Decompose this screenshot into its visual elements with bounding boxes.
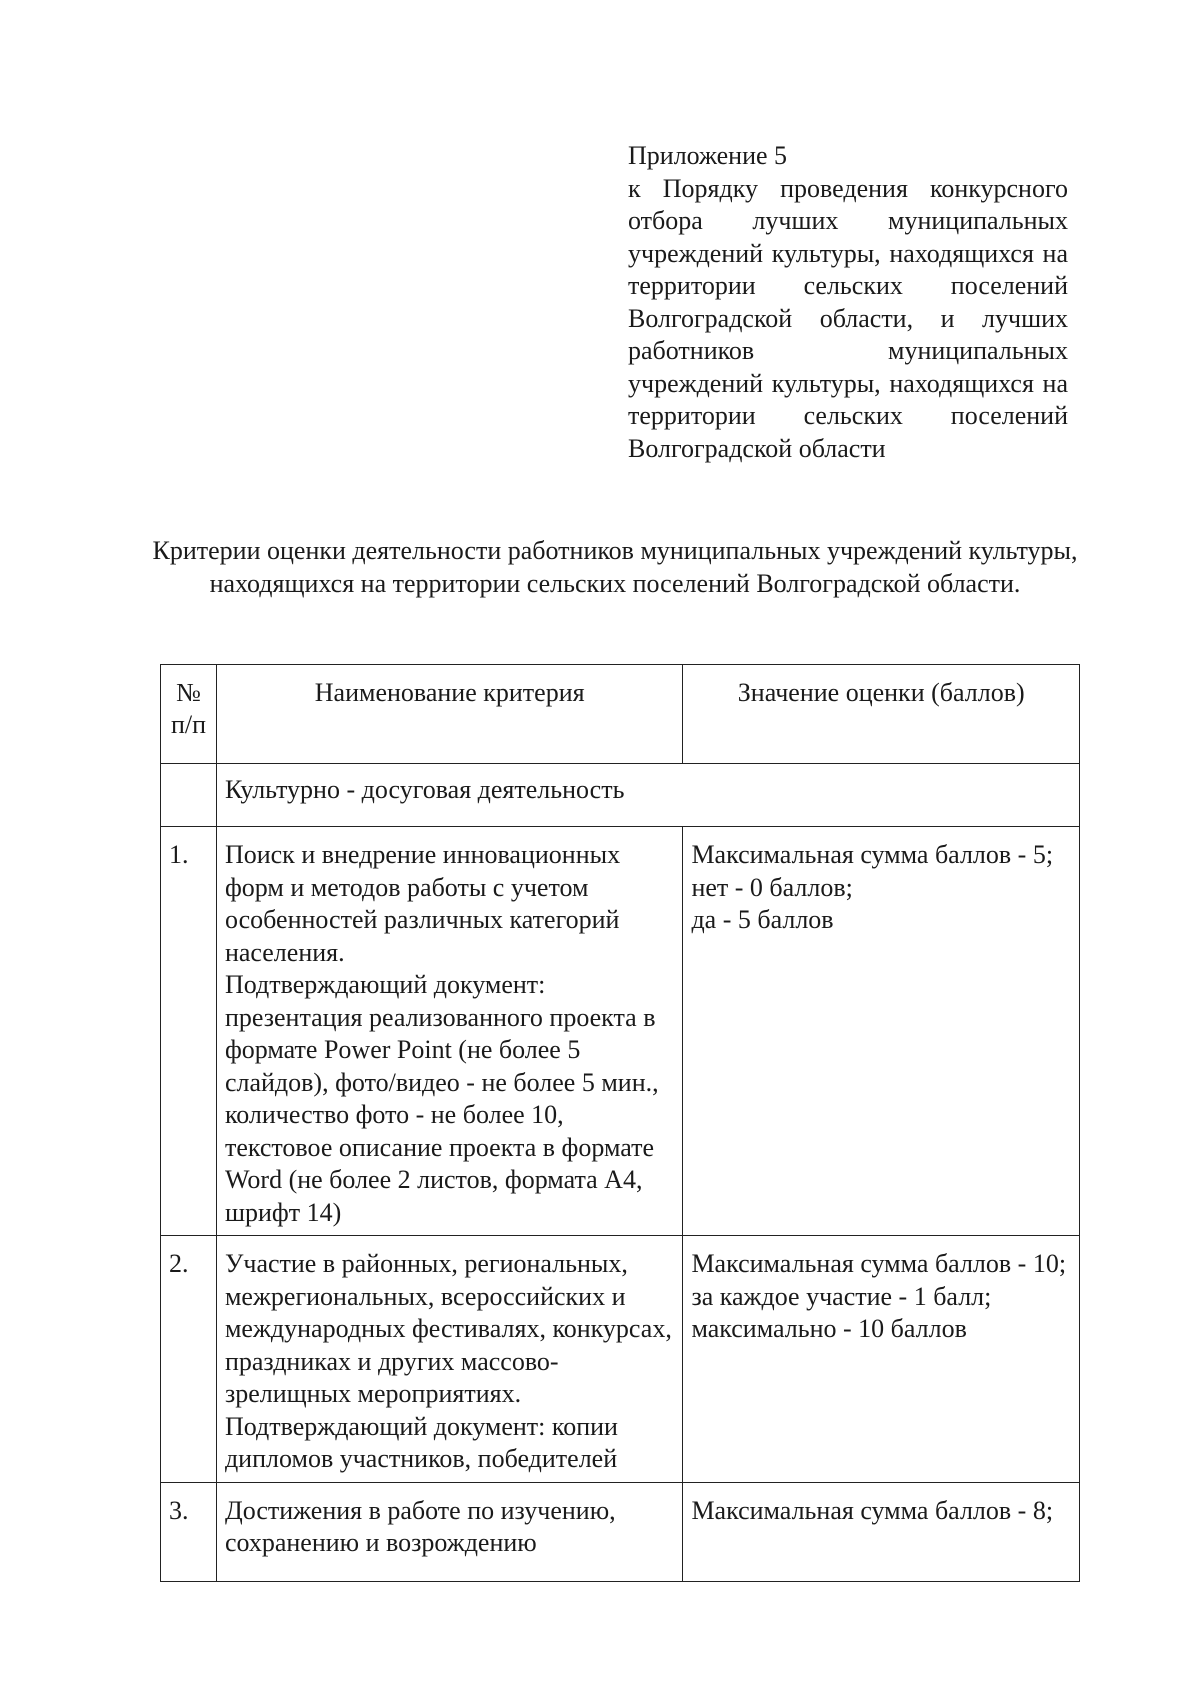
header-number-line2: п/п xyxy=(170,710,206,739)
appendix-block xyxy=(628,140,1068,465)
row-document: Подтверждающий документ: копии дипломов участников, победителей xyxy=(224,1411,618,1473)
section-title: Культурно - досуговая деятельность xyxy=(216,764,1079,827)
row-criterion: Поиск и внедрение инновационных форм и методов работы с учетом особенностей различных категорий населения. xyxy=(224,840,621,967)
header-value: Значение оценки (баллов) xyxy=(683,665,1080,764)
row-criterion: Участие в районных, региональных, межрегиональных, всероссийских и международных фестивалях, конкурсах, праздниках и других массово-зрелищных мероприятиях. xyxy=(224,1249,672,1408)
row-value-cell xyxy=(683,1236,1080,1483)
section-number-cell xyxy=(161,764,217,827)
row-value-line: Максимальная сумма баллов - 8; xyxy=(691,1495,1054,1525)
row-criterion-cell xyxy=(216,827,682,1236)
table-header-row xyxy=(161,665,1080,764)
table-row xyxy=(161,1236,1080,1483)
appendix-text: к Порядку проведения конкурсного отбора лучших муниципальных учреждений культуры, находящихся на территории сельских поселений Волгоградской области, и лучших работников муниципальных учреждений культуры, находящихся на территории сельских поселений Волгоградской области xyxy=(628,173,1068,463)
table-row xyxy=(161,1482,1080,1581)
row-value-line: за каждое участие - 1 балл; xyxy=(691,1281,992,1311)
row-value-line: Максимальная сумма баллов - 5; xyxy=(691,840,1054,869)
row-value-line: да - 5 баллов xyxy=(691,905,834,934)
row-value-cell xyxy=(683,1482,1080,1581)
header-number-line1: № xyxy=(176,678,201,707)
row-value-line: максимально - 10 баллов xyxy=(691,1314,967,1343)
row-number: 2. xyxy=(161,1236,217,1483)
row-document: Подтверждающий документ: презентация реализованного проекта в формате Power Point (не более 5 слайдов), фото/видео - не более 5 мин., количество фото - не более 10, текстовое описание проекта в формате Word (не более 2 листов, формата А4, шрифт 14) xyxy=(224,970,659,1227)
appendix-number: Приложение 5 xyxy=(628,141,788,170)
document-title: Критерии оценки деятельности работников муниципальных учреждений культуры, находящихся на территории сельских поселений Волгоградской области. xyxy=(152,536,1078,598)
table-row xyxy=(161,827,1080,1236)
header-name: Наименование критерия xyxy=(216,665,682,764)
row-value-line: Максимальная сумма баллов - 10; xyxy=(691,1249,1067,1278)
row-criterion-cell xyxy=(216,1236,682,1483)
table-section-row xyxy=(161,764,1080,827)
row-number: 3. xyxy=(161,1482,217,1581)
row-criterion-cell xyxy=(216,1482,682,1581)
header-number xyxy=(161,665,217,764)
row-value-line: нет - 0 баллов; xyxy=(691,872,853,902)
criteria-table xyxy=(160,664,1080,1582)
row-criterion: Достижения в работе по изучению, сохранению и возрождению xyxy=(224,1495,616,1557)
row-number: 1. xyxy=(161,827,217,1236)
row-value-cell xyxy=(683,827,1080,1236)
